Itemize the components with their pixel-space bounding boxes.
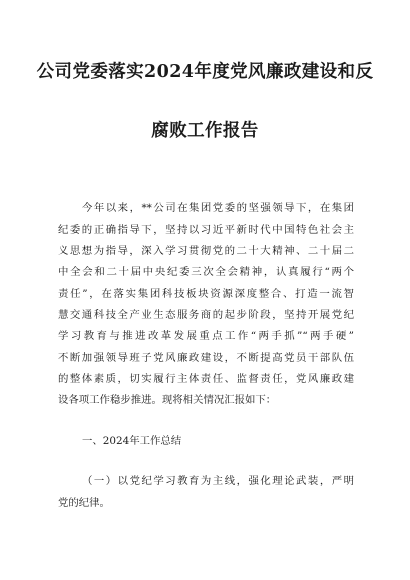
- intro-paragraph-line: 纪委的正确指导下，坚持以习近平新时代中国特色社会主: [58, 224, 354, 236]
- document-title-line-2: 腐败工作报告: [151, 121, 259, 141]
- intro-paragraph-line: 慧交通科技全产业生态服务商的起步阶段，坚持开展党纪: [58, 309, 354, 321]
- section-heading: 一、2024年工作总结: [82, 435, 182, 447]
- subsection-paragraph-line: （一）以党纪学习教育为主线，强化理论武装，严明: [82, 475, 354, 487]
- intro-paragraph-line: 今年以来，**公司在集团党委的坚强领导下，在集团: [82, 202, 354, 214]
- intro-paragraph-line: 设各项工作稳步推进。现将相关情况汇报如下：: [58, 394, 277, 406]
- intro-paragraph-line: 中全会和二十届中央纪委三次全会精神，认真履行“两个: [58, 266, 354, 278]
- document-title-line-1: 公司党委落实2024年度党风廉政建设和反: [36, 62, 374, 82]
- subsection-paragraph-line: 党的纪律。: [58, 497, 110, 509]
- intro-paragraph-line: 责任”，在落实集团科技板块资源深度整合、打造一流智: [58, 288, 354, 300]
- intro-paragraph-line: 的整体素质，切实履行主体责任、监督责任，党风廉政建: [58, 373, 354, 385]
- intro-paragraph-line: 不断加强领导班子党风廉政建设，不断提高党员干部队伍: [58, 352, 354, 364]
- intro-paragraph-line: 义思想为指导，深入学习贯彻党的二十大精神、二十届二: [58, 245, 354, 257]
- intro-paragraph-line: 学习教育与推进改革发展重点工作“两手抓”“两手硬”: [58, 330, 354, 342]
